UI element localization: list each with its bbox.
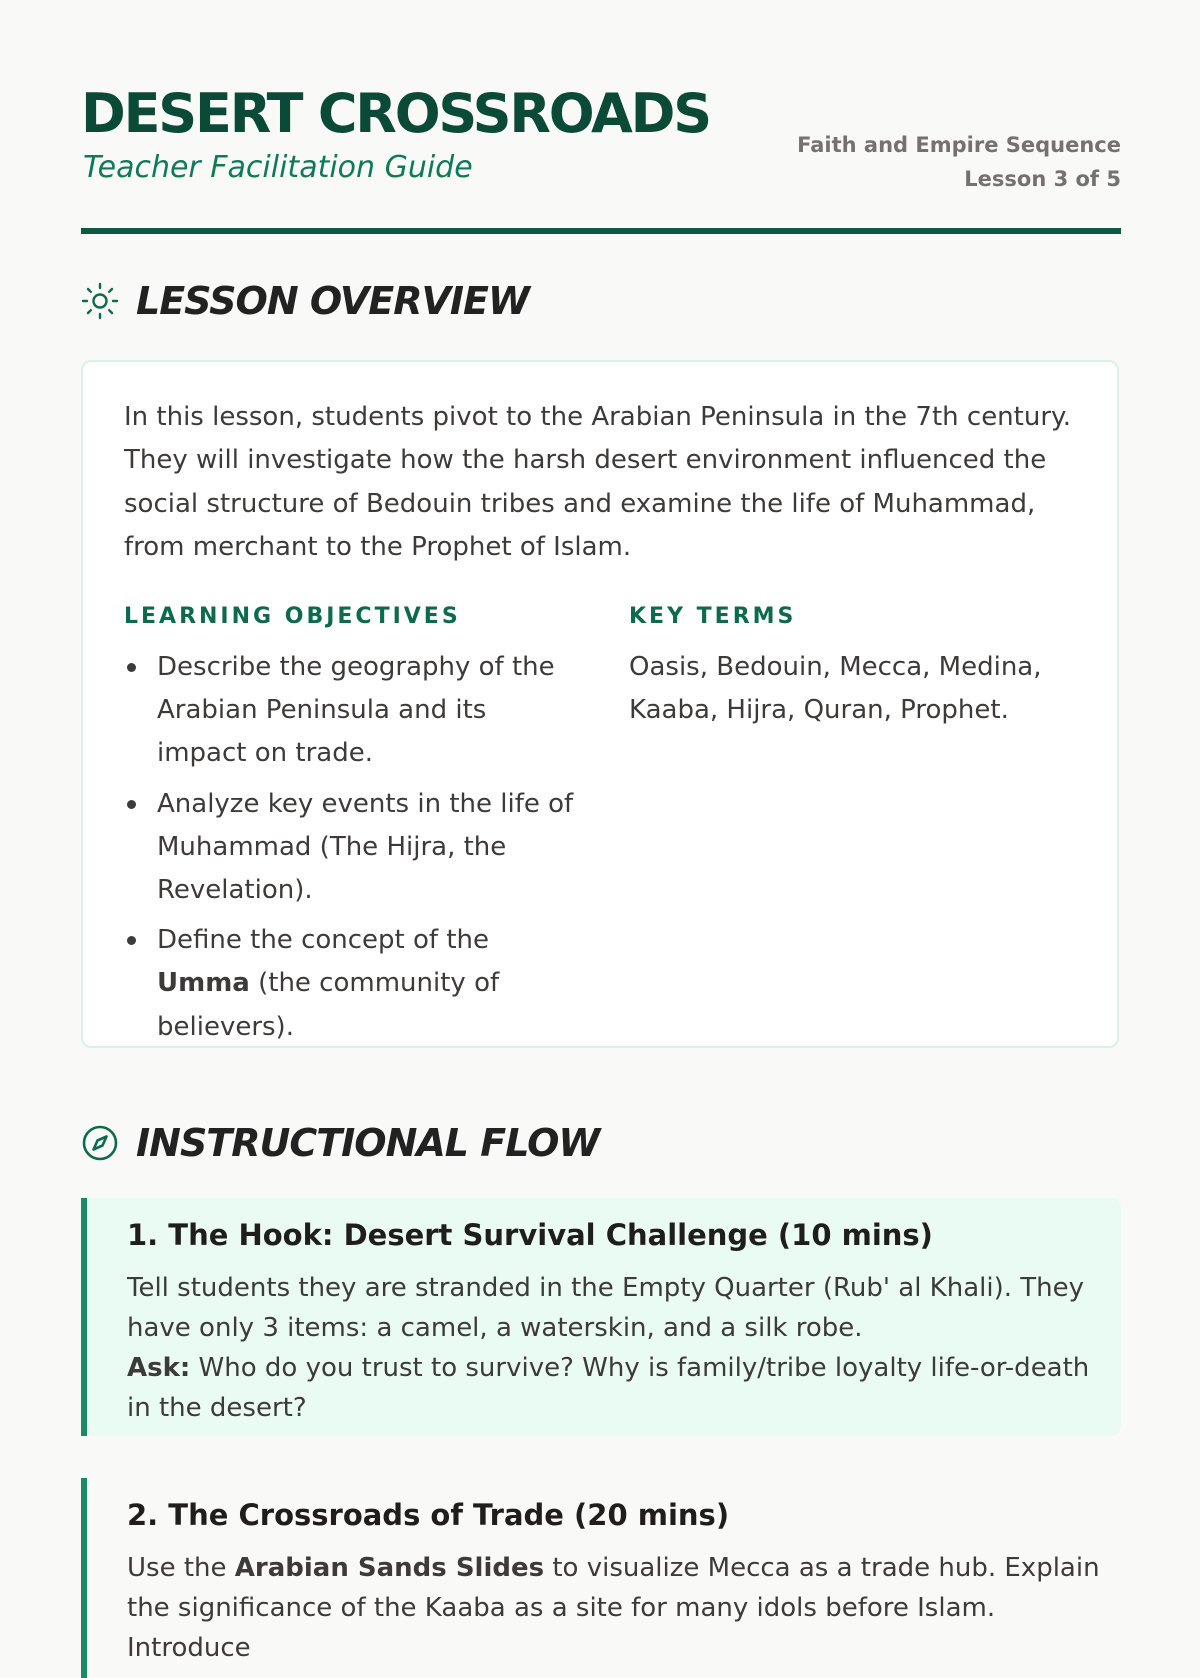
- objectives-list: [124, 646, 584, 1056]
- page-title: DESERT CROSSROADS: [81, 82, 710, 145]
- objective-text: Define the concept of the: [157, 925, 489, 956]
- list-item: Analyze key events in the life of Muhammad (The Hijra, the Revelation).: [124, 783, 584, 913]
- flow-heading: [81, 1118, 599, 1168]
- objective-keyword: Umma: [157, 968, 250, 999]
- page-subtitle: Teacher Facilitation Guide: [83, 150, 473, 185]
- list-item: Describe the geography of the Arabian Peninsula and its impact on trade.: [124, 646, 584, 776]
- step-text: Use the: [127, 1553, 235, 1583]
- step-text: to visualize Mecca as a trade hub. Explain the significance of the Kaaba as a site for many idols before Islam. Introduce: [127, 1553, 1100, 1663]
- overview-title: LESSON OVERVIEW: [136, 279, 529, 323]
- lesson-meta: [797, 128, 1121, 196]
- step-title: 2. The Crossroads of Trade (20 mins): [127, 1498, 730, 1532]
- step-title: 1. The Hook: Desert Survival Challenge (10 mins): [127, 1218, 933, 1252]
- ask-label: Ask:: [127, 1353, 191, 1383]
- ask-text: Who do you trust to survive? Why is family/tribe loyalty life-or-death in the desert?: [127, 1353, 1090, 1423]
- sun-icon: [81, 282, 119, 320]
- step-body: Tell students they are stranded in the Empty Quarter (Rub' al Khali). They have only 3 items: a camel, a waterskin, and a silk robe.: [127, 1273, 1085, 1343]
- overview-intro: In this lesson, students pivot to the Arabian Peninsula in the 7th century. They will investigate how the harsh desert environment influenced the social structure of Bedouin tribes and examine the life of Muhammad, from merchant to the Prophet of Islam.: [124, 402, 1071, 563]
- resource-link: Arabian Sands Slides: [234, 1553, 545, 1583]
- objectives-heading: LEARNING OBJECTIVES: [124, 604, 461, 629]
- flow-step: [81, 1198, 1121, 1436]
- key-terms-heading: KEY TERMS: [629, 604, 797, 629]
- step-ask: [127, 1348, 1121, 1428]
- lesson-number: Lesson 3 of 5: [964, 167, 1121, 191]
- compass-icon: [81, 1124, 119, 1162]
- list-item: [124, 919, 584, 1049]
- overview-card: [81, 360, 1119, 1048]
- key-terms-text: Oasis, Bedouin, Mecca, Medina, Kaaba, Hijra, Quran, Prophet.: [629, 652, 1042, 726]
- flow-step: [81, 1478, 1121, 1678]
- overview-heading: [81, 276, 529, 326]
- sequence-label: Faith and Empire Sequence: [797, 133, 1121, 157]
- page-header: [81, 80, 1121, 234]
- flow-title: INSTRUCTIONAL FLOW: [136, 1121, 600, 1165]
- step-body: [127, 1548, 1121, 1668]
- objective-text: (the community of believers).: [157, 968, 500, 1042]
